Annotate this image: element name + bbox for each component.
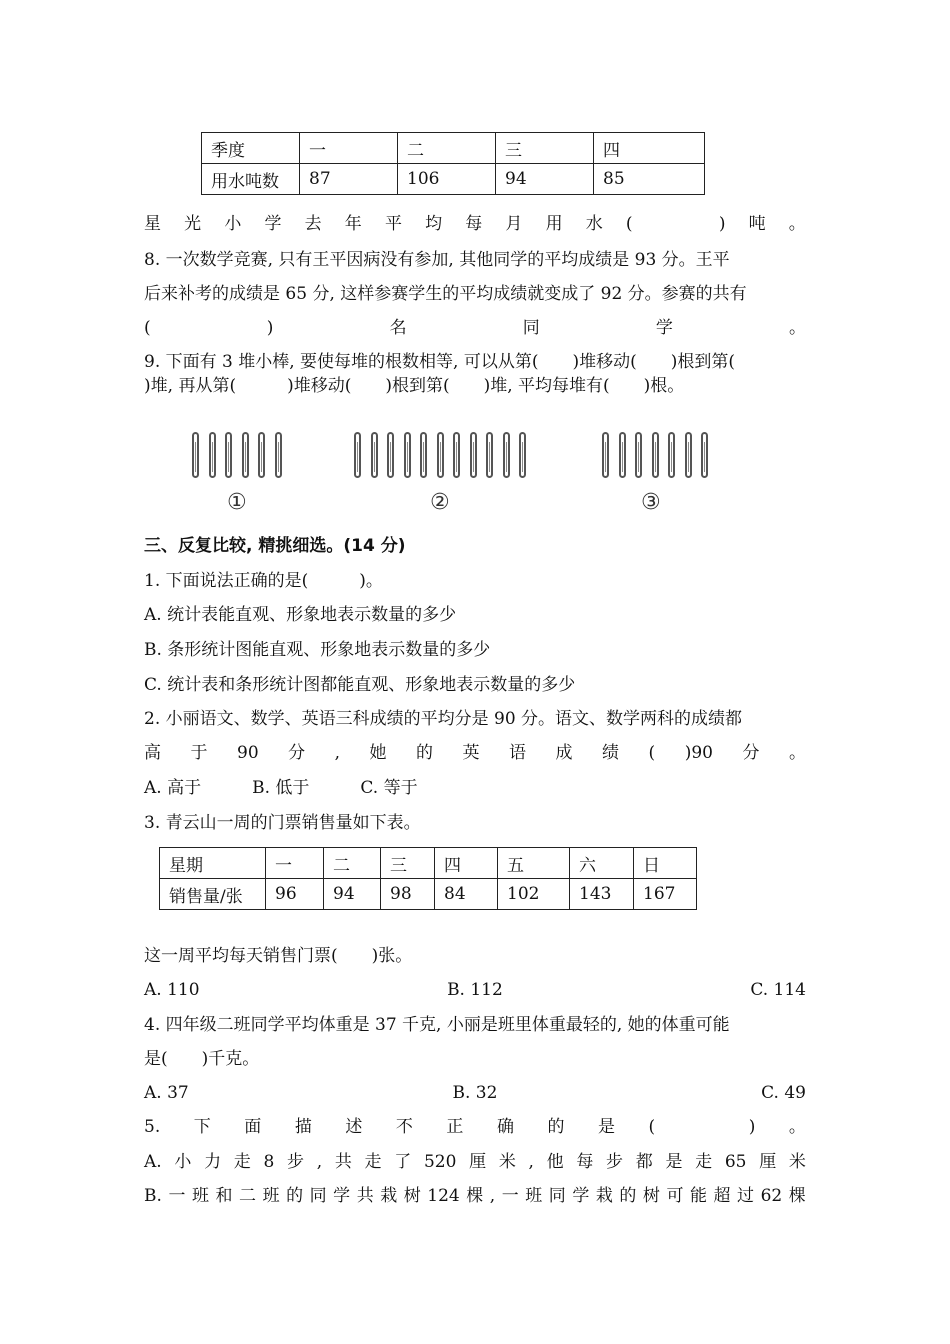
stick bbox=[635, 432, 642, 478]
char: , bbox=[528, 1152, 534, 1172]
char: 述 bbox=[345, 1117, 363, 1137]
char: 二 bbox=[239, 1186, 257, 1206]
char: 不 bbox=[395, 1117, 413, 1137]
char: 英 bbox=[462, 743, 480, 763]
table-cell: 84 bbox=[435, 879, 498, 910]
char: ) bbox=[266, 318, 274, 338]
char: 的 bbox=[619, 1186, 637, 1206]
char: 8 bbox=[263, 1152, 275, 1172]
table-cell: 六 bbox=[570, 848, 634, 879]
option-a: A. 110 bbox=[144, 980, 200, 1000]
char: 成 bbox=[555, 743, 573, 763]
char: 的 bbox=[547, 1117, 565, 1137]
char: 小 bbox=[224, 214, 242, 234]
table-cell: 102 bbox=[498, 879, 570, 910]
table-cell: 销售量/张 bbox=[160, 879, 266, 910]
char: 124 bbox=[427, 1186, 460, 1206]
char: 栽 bbox=[595, 1186, 613, 1206]
stick bbox=[275, 432, 282, 478]
ticket-sales-table bbox=[159, 847, 697, 910]
char: 同 bbox=[548, 1186, 566, 1206]
char: ( bbox=[144, 318, 151, 338]
table-cell: 85 bbox=[594, 164, 705, 195]
q8-line3 bbox=[144, 316, 806, 340]
s3-q3-options bbox=[144, 978, 806, 1002]
stick bbox=[437, 432, 444, 478]
s3-q5-option-b bbox=[144, 1184, 806, 1208]
blank bbox=[656, 212, 696, 236]
table-cell: 三 bbox=[381, 848, 435, 879]
char: 步 bbox=[287, 1152, 305, 1172]
char: 一 bbox=[501, 1186, 519, 1206]
char: 米 bbox=[788, 1152, 806, 1172]
table-header-row bbox=[202, 133, 705, 164]
char: 可 bbox=[666, 1186, 684, 1206]
char: 小 bbox=[174, 1152, 192, 1172]
char: 学 bbox=[264, 214, 282, 234]
stick bbox=[668, 432, 675, 478]
q9-line1: 9. 下面有 3 堆小棒, 要使每堆的根数相等, 可以从第( )堆移动( )根到第( bbox=[144, 352, 736, 372]
table-cell: 季度 bbox=[202, 133, 300, 164]
s3-q1-option-a: A. 统计表能直观、形象地表示数量的多少 bbox=[144, 605, 457, 625]
char: 的 bbox=[416, 743, 434, 763]
stick bbox=[225, 432, 232, 478]
option-a: A. 37 bbox=[144, 1083, 189, 1103]
s3-q3-question: 这一周平均每天销售门票( )张。 bbox=[144, 946, 413, 966]
char: 520 bbox=[423, 1152, 457, 1172]
char: 去 bbox=[304, 214, 322, 234]
char: 用 bbox=[545, 214, 563, 234]
table-cell: 三 bbox=[496, 133, 594, 164]
char: 共 bbox=[356, 1186, 374, 1206]
char: 树 bbox=[403, 1186, 421, 1206]
char: 面 bbox=[244, 1117, 262, 1137]
char: 光 bbox=[184, 214, 202, 234]
stick bbox=[192, 432, 199, 478]
char: 栽 bbox=[380, 1186, 398, 1206]
char: 棵 bbox=[466, 1186, 484, 1206]
stick bbox=[701, 432, 708, 478]
char: 是 bbox=[598, 1117, 616, 1137]
char: 每 bbox=[465, 214, 483, 234]
option-c: C. 49 bbox=[761, 1083, 806, 1103]
stick bbox=[404, 432, 411, 478]
char: 90 bbox=[237, 743, 259, 763]
char: 班 bbox=[525, 1186, 543, 1206]
char: 的 bbox=[286, 1186, 304, 1206]
char: ) bbox=[718, 214, 726, 234]
q9-line2: )堆, 再从第( )堆移动( )根到第( )堆, 平均每堆有( )根。 bbox=[144, 376, 685, 396]
char: 。 bbox=[788, 1117, 806, 1137]
stick bbox=[387, 432, 394, 478]
option-b: B. 112 bbox=[447, 980, 503, 1000]
table-cell: 日 bbox=[634, 848, 697, 879]
s3-q1-stem: 1. 下面说法正确的是( )。 bbox=[144, 571, 383, 591]
table-cell: 二 bbox=[398, 133, 496, 164]
table-cell: 106 bbox=[398, 164, 496, 195]
char: 高 bbox=[144, 743, 161, 763]
char: 绩 bbox=[602, 743, 620, 763]
char: 同 bbox=[522, 318, 540, 338]
char: 班 bbox=[262, 1186, 280, 1206]
stick bbox=[470, 432, 477, 478]
char: 都 bbox=[635, 1152, 653, 1172]
table-cell: 98 bbox=[381, 879, 435, 910]
pile-label-2: ② bbox=[430, 490, 450, 515]
stick bbox=[619, 432, 626, 478]
char: 能 bbox=[689, 1186, 707, 1206]
char: A. bbox=[144, 1152, 162, 1172]
char: 年 bbox=[344, 214, 362, 234]
char: 同 bbox=[309, 1186, 327, 1206]
char: ( bbox=[648, 743, 656, 763]
char: 65 bbox=[724, 1152, 747, 1172]
char: 和 bbox=[215, 1186, 233, 1206]
char: 他 bbox=[546, 1152, 564, 1172]
s3-q2-line1: 2. 小丽语文、数学、英语三科成绩的平均分是 90 分。语文、数学两科的成绩都 bbox=[144, 709, 743, 729]
char: 。 bbox=[788, 318, 806, 338]
char: 她 bbox=[369, 743, 387, 763]
char: 。 bbox=[788, 214, 806, 234]
table-cell: 94 bbox=[496, 164, 594, 195]
stick bbox=[371, 432, 378, 478]
q8-line1: 8. 一次数学竞赛, 只有王平因病没有参加, 其他同学的平均成绩是 93 分。王平 bbox=[144, 250, 730, 270]
stick bbox=[242, 432, 249, 478]
stick bbox=[519, 432, 526, 478]
table-cell: 用水吨数 bbox=[202, 164, 300, 195]
char: 均 bbox=[425, 214, 443, 234]
table-cell: 94 bbox=[324, 879, 381, 910]
pile-label-1: ① bbox=[227, 490, 247, 515]
char: 名 bbox=[389, 318, 407, 338]
table-cell: 一 bbox=[300, 133, 398, 164]
char: , bbox=[489, 1186, 496, 1206]
char: 学 bbox=[333, 1186, 351, 1206]
table-cell: 五 bbox=[498, 848, 570, 879]
char: 正 bbox=[446, 1117, 464, 1137]
char: 语 bbox=[509, 743, 527, 763]
char: 步 bbox=[606, 1152, 624, 1172]
char: 力 bbox=[204, 1152, 222, 1172]
char: 学 bbox=[572, 1186, 590, 1206]
stick bbox=[503, 432, 510, 478]
char: B. bbox=[144, 1186, 162, 1206]
stick bbox=[420, 432, 427, 478]
stick bbox=[652, 432, 659, 478]
char: 平 bbox=[384, 214, 402, 234]
char: 厘 bbox=[759, 1152, 777, 1172]
stick bbox=[258, 432, 265, 478]
table-cell: 167 bbox=[634, 879, 697, 910]
s3-q1-option-b: B. 条形统计图能直观、形象地表示数量的多少 bbox=[144, 640, 491, 660]
char: 共 bbox=[334, 1152, 352, 1172]
table-cell: 二 bbox=[324, 848, 381, 879]
s3-q3-stem: 3. 青云山一周的门票销售量如下表。 bbox=[144, 813, 421, 833]
table-cell: 87 bbox=[300, 164, 398, 195]
char: 走 bbox=[233, 1152, 251, 1172]
q8-line2: 后来补考的成绩是 65 分, 这样参赛学生的平均成绩就变成了 92 分。参赛的共有 bbox=[144, 284, 747, 304]
char: 米 bbox=[498, 1152, 516, 1172]
char: 62 bbox=[760, 1186, 783, 1206]
char: 。 bbox=[788, 743, 806, 763]
stick bbox=[602, 432, 609, 478]
s3-q5-stem bbox=[144, 1115, 806, 1139]
char: 星 bbox=[144, 214, 161, 234]
char: 月 bbox=[505, 214, 523, 234]
char: 厘 bbox=[469, 1152, 487, 1172]
char: ( bbox=[648, 1117, 656, 1137]
pile-label-3: ③ bbox=[641, 490, 661, 515]
char: 描 bbox=[294, 1117, 312, 1137]
table-cell: 一 bbox=[266, 848, 324, 879]
char: 走 bbox=[695, 1152, 713, 1172]
char: 棵 bbox=[788, 1186, 806, 1206]
char: 吨 bbox=[748, 214, 766, 234]
s3-q4-options bbox=[144, 1081, 806, 1105]
water-usage-table bbox=[201, 132, 705, 195]
char: 班 bbox=[191, 1186, 209, 1206]
char: 分 bbox=[742, 743, 760, 763]
table-cell: 四 bbox=[435, 848, 498, 879]
stick bbox=[354, 432, 361, 478]
char: , bbox=[316, 1152, 323, 1172]
table-header-row bbox=[160, 848, 697, 879]
char: ) bbox=[748, 1117, 756, 1137]
table-cell: 星期 bbox=[160, 848, 266, 879]
option-b: B. 32 bbox=[452, 1083, 498, 1103]
stick bbox=[209, 432, 216, 478]
char: 超 bbox=[713, 1186, 731, 1206]
stick bbox=[453, 432, 460, 478]
char: 下 bbox=[193, 1117, 211, 1137]
option-c: C. 114 bbox=[750, 980, 806, 1000]
table-cell: 96 bbox=[266, 879, 324, 910]
char: 过 bbox=[737, 1186, 755, 1206]
char: 树 bbox=[642, 1186, 660, 1206]
table-row bbox=[202, 164, 705, 195]
char: 分 bbox=[288, 743, 306, 763]
char: 于 bbox=[190, 743, 208, 763]
stick bbox=[685, 432, 692, 478]
s3-q4-line1: 4. 四年级二班同学平均体重是 37 千克, 小丽是班里体重最轻的, 她的体重可能 bbox=[144, 1015, 730, 1035]
char: 是 bbox=[665, 1152, 683, 1172]
char: 一 bbox=[168, 1186, 186, 1206]
char: 5. bbox=[144, 1117, 161, 1137]
char: 每 bbox=[576, 1152, 594, 1172]
table-cell: 四 bbox=[594, 133, 705, 164]
s3-q4-line2: 是( )千克。 bbox=[144, 1049, 260, 1069]
section-title: 三、反复比较, 精挑细选。(14 分) bbox=[144, 536, 406, 556]
char: 了 bbox=[394, 1152, 412, 1172]
s3-q2-options: A. 高于 B. 低于 C. 等于 bbox=[144, 778, 418, 798]
s3-q1-option-c: C. 统计表和条形统计图都能直观、形象地表示数量的多少 bbox=[144, 675, 576, 695]
char: ( bbox=[625, 214, 633, 234]
table-cell: 143 bbox=[570, 879, 634, 910]
q7-answer-line bbox=[144, 212, 806, 236]
char: 走 bbox=[364, 1152, 382, 1172]
char: , bbox=[334, 743, 341, 763]
table-row bbox=[160, 879, 697, 910]
char: )90 bbox=[684, 743, 713, 763]
char: 学 bbox=[655, 318, 673, 338]
char: 水 bbox=[585, 214, 603, 234]
s3-q2-line2 bbox=[144, 741, 806, 765]
s3-q5-option-a bbox=[144, 1150, 806, 1174]
stick bbox=[486, 432, 493, 478]
char: 确 bbox=[496, 1117, 514, 1137]
